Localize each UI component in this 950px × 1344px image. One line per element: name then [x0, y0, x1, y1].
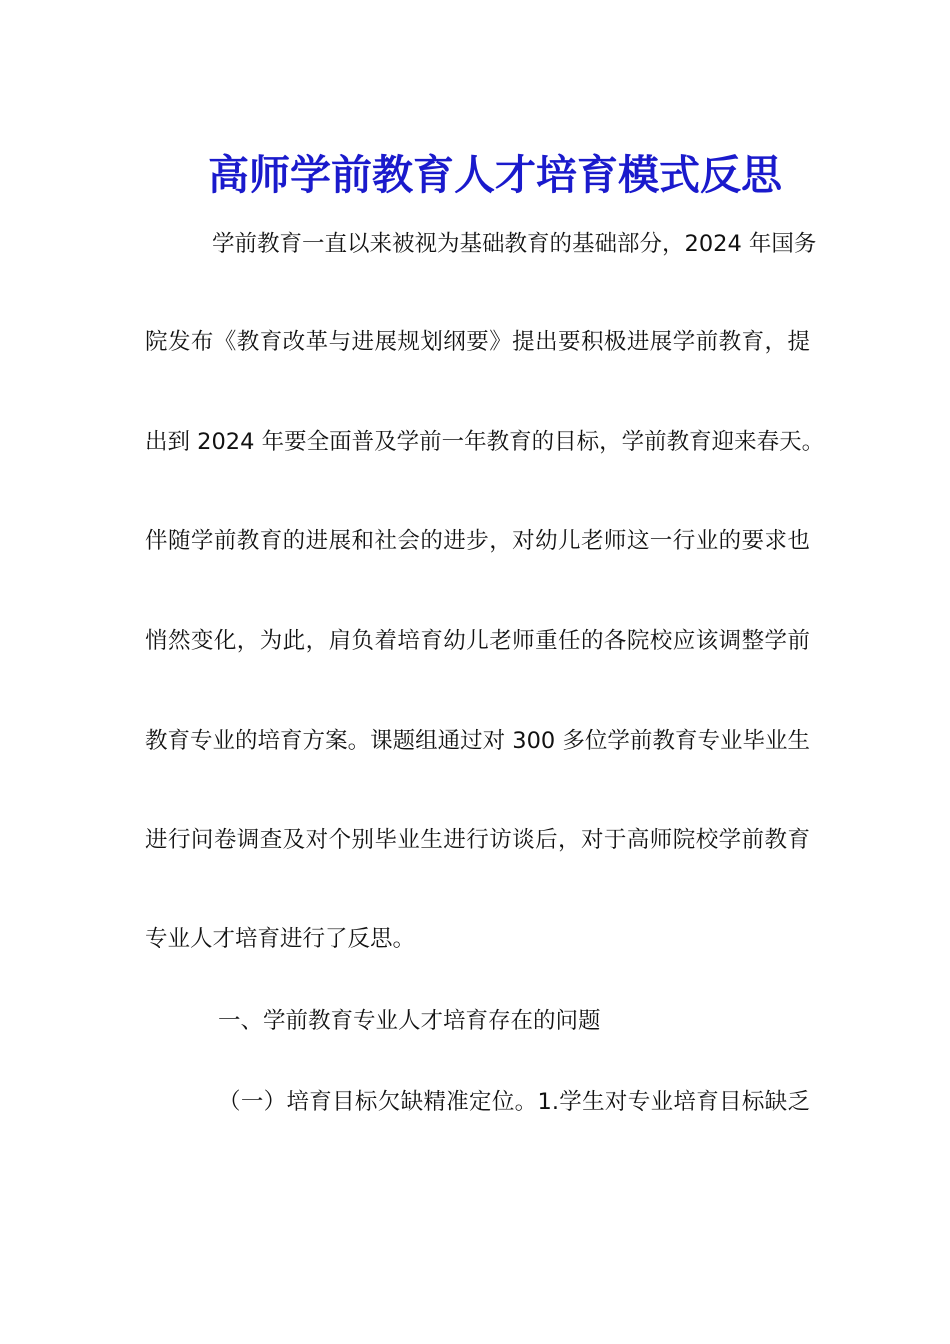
paragraph-line: 专业人才培育进行了反思。: [145, 926, 416, 952]
subsection-line: （一）培育目标欠缺精准定位。1.学生对专业培育目标缺乏: [218, 1089, 810, 1115]
page-title: 高师学前教育人才培育模式反思: [208, 151, 782, 200]
section-heading: 一、学前教育专业人才培育存在的问题: [218, 1008, 601, 1034]
paragraph-line: 院发布《教育改革与进展规划纲要》提出要积极进展学前教育，提: [145, 329, 810, 355]
paragraph-line: 出到 2024 年要全面普及学前一年教育的目标，学前教育迎来春天。: [145, 429, 825, 455]
paragraph-line: 伴随学前教育的进展和社会的进步，对幼儿老师这一行业的要求也: [145, 528, 810, 554]
paragraph-line: 进行问卷调查及对个别毕业生进行访谈后，对于高师院校学前教育: [145, 827, 810, 853]
paragraph-line: 学前教育一直以来被视为基础教育的基础部分，2024 年国务: [212, 231, 817, 257]
paragraph-line: 教育专业的培育方案。课题组通过对 300 多位学前教育专业毕业生: [145, 728, 810, 754]
paragraph-line: 悄然变化，为此，肩负着培育幼儿老师重任的各院校应该调整学前: [145, 628, 810, 654]
